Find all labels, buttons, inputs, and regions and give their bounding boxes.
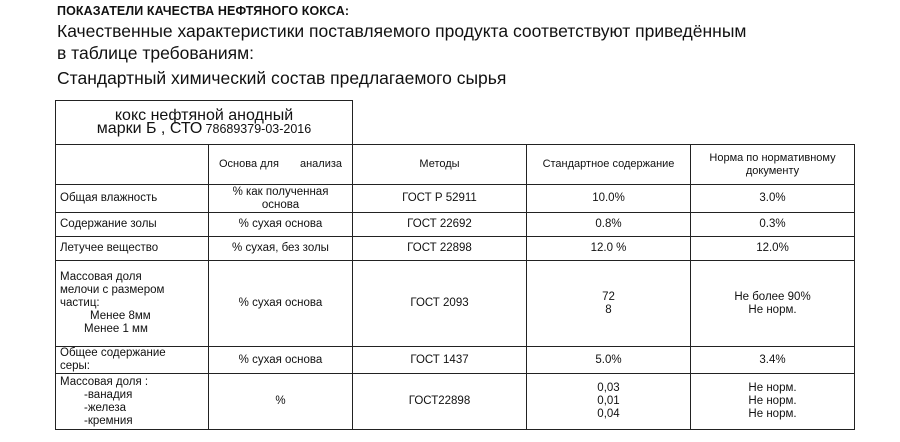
intro-line-3: Стандартный химический состав предлагаемого сырья bbox=[57, 68, 507, 88]
intro-line-1: Качественные характеристики поставляемого продукта соответствуют приведённым bbox=[57, 21, 747, 41]
row-parameter: Массовая доля : -ванадия -железа -кремния bbox=[56, 374, 209, 430]
header-standard: Стандартное содержание bbox=[527, 145, 691, 185]
table-row bbox=[56, 374, 855, 430]
product-code: 78689379-03-2016 bbox=[205, 121, 312, 136]
row-method: ГОСТ Р 52911 bbox=[353, 185, 527, 213]
row-standard: 0.8% bbox=[527, 213, 691, 237]
row-norm: 12.0% bbox=[691, 237, 855, 261]
row-norm: 3.0% bbox=[691, 185, 855, 213]
row-norm: 0.3% bbox=[691, 213, 855, 237]
table-row bbox=[56, 185, 855, 213]
row-basis: % сухая основа bbox=[209, 347, 353, 374]
header-methods: Методы bbox=[353, 145, 527, 185]
row-standard: 5.0% bbox=[527, 347, 691, 374]
row-standard: 10.0% bbox=[527, 185, 691, 213]
intro-line-2: в таблице требованиям: bbox=[57, 43, 255, 63]
header-parameter bbox=[56, 145, 209, 185]
row-standard: 0,03 0,01 0,04 bbox=[527, 374, 691, 430]
row-basis: % как полученная основа bbox=[209, 185, 353, 213]
row-standard: 12.0 % bbox=[527, 237, 691, 261]
row-parameter: Общая влажность bbox=[56, 185, 209, 213]
quality-table bbox=[55, 100, 855, 430]
row-parameter: Массовая доля мелочи с размером частиц: Менее 8мм Менее 1 мм bbox=[56, 261, 209, 347]
row-norm: Не более 90% Не норм. bbox=[691, 261, 855, 347]
row-basis: % сухая, без золы bbox=[209, 237, 353, 261]
product-grade: марки Б , СТО 78689379-03-2016 bbox=[96, 119, 312, 137]
row-basis: % bbox=[209, 374, 353, 430]
row-method: ГОСТ 1437 bbox=[353, 347, 527, 374]
section-heading: ПОКАЗАТЕЛИ КАЧЕСТВА НЕФТЯНОГО КОКСА: bbox=[57, 4, 350, 18]
row-method: ГОСТ 22898 bbox=[353, 237, 527, 261]
row-parameter: Общее содержание серы: bbox=[56, 347, 209, 374]
row-parameter: Летучее вещество bbox=[56, 237, 209, 261]
row-norm: 3.4% bbox=[691, 347, 855, 374]
row-standard: 72 8 bbox=[527, 261, 691, 347]
row-basis: % сухая основа bbox=[209, 261, 353, 347]
table-row bbox=[56, 347, 855, 374]
header-basis: Основа для анализа bbox=[209, 145, 353, 185]
row-method: ГОСТ 2093 bbox=[353, 261, 527, 347]
table-row bbox=[56, 213, 855, 237]
row-parameter: Содержание золы bbox=[56, 213, 209, 237]
header-norm: Норма по нормативному документу bbox=[691, 145, 855, 185]
product-title-cell bbox=[56, 101, 353, 145]
row-basis: % сухая основа bbox=[209, 213, 353, 237]
row-method: ГОСТ22898 bbox=[353, 374, 527, 430]
empty-header-space bbox=[353, 101, 855, 145]
row-method: ГОСТ 22692 bbox=[353, 213, 527, 237]
product-name: кокс нефтяной анодный bbox=[114, 106, 294, 124]
table-row bbox=[56, 261, 855, 347]
table-row bbox=[56, 237, 855, 261]
row-norm: Не норм. Не норм. Не норм. bbox=[691, 374, 855, 430]
